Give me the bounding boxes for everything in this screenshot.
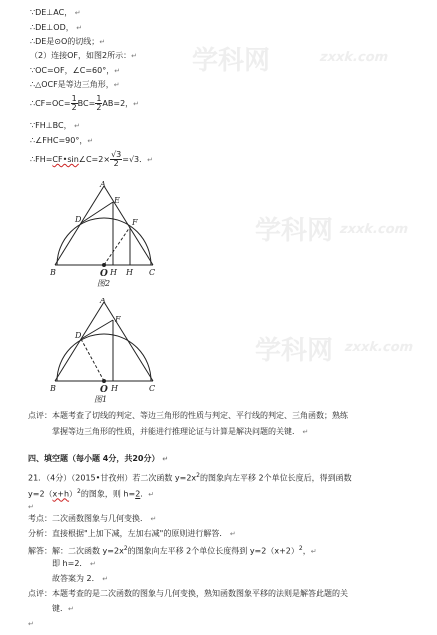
figure-1-caption: 图1: [94, 395, 108, 404]
watermark-subtext: zxxk.com: [317, 50, 391, 65]
question-line: 21．（4分）（2015•甘孜州）若二次函数 $y=2x^2$的图象向左平移 2个单位长度后，得到函数: [28, 472, 352, 483]
answer-blank: 2: [135, 489, 141, 499]
figure-2-label: F: [132, 218, 138, 227]
solution-line: ∴DE⊥OD， ↵: [30, 23, 83, 32]
analysis-fenxi: 分析：直接根据"上加下减，左加右减"的原则进行解答． ↵: [28, 529, 236, 538]
figure-1-label: C: [149, 384, 156, 393]
watermark-text: 学科网: [255, 336, 334, 366]
watermark-text: 学科网: [255, 216, 334, 246]
figure-2: [50, 180, 165, 292]
figure-2-label: B: [50, 268, 56, 277]
figure-1-label: F: [115, 315, 121, 324]
figure-2-label: E: [114, 196, 120, 205]
figure-2-caption: 图2: [97, 279, 111, 288]
fh-equation: ∴FH=CF•sin∠C=2× $\frac{√3}{2}$ =√3．↵: [30, 150, 154, 168]
solution-line: ∴∠FHC=90°，↵: [30, 136, 94, 145]
figure-1-label: O: [100, 385, 108, 395]
analysis-jieda: 解答：解：二次函数 $y=2x^2$的图象向左平移 2个单位长度得到 $y=2(x+2)^2$，↵: [28, 545, 317, 556]
solution-line: ∵DE⊥AC， ↵: [30, 8, 81, 17]
figure-2-label: O: [100, 269, 108, 279]
figure-2-label: D: [75, 215, 82, 224]
watermark-text: 学科网: [192, 46, 271, 76]
comment-line: 掌握等边三角形的性质，并能进行推理论证与计算是解决问题的关键． ↵: [52, 427, 309, 436]
comment-line: 点评：本题考查了切线的判定、等边三角形的性质与判定、平行线的判定、三角函数；熟练: [28, 411, 348, 420]
solution-line: ∵FH⊥BC， ↵: [30, 121, 81, 130]
solution-line: （2）连接OF，如图2所示：↵: [30, 51, 137, 60]
solution-line: ∵OC=OF，∠C=60°，↵: [30, 66, 121, 75]
figure-2-label: C: [149, 268, 156, 277]
analysis-dianping: 点评：本题考查的是二次函数的图象与几何变换，熟知函数图象平移的法则是解答此题的关: [28, 589, 348, 598]
question-line: $y=2(x+h)^2$的图象，则 h=2．↵: [28, 488, 155, 499]
watermark-subtext: zxxk.com: [337, 222, 411, 237]
figure-2-label: H: [126, 268, 133, 277]
figure-1-label: A: [100, 298, 106, 305]
figure-1-label: H: [111, 384, 118, 393]
solution-line: ∴DE是⊙O的切线；↵: [30, 37, 106, 46]
figure-2-label: H: [110, 268, 117, 277]
figure-1-label: B: [50, 384, 56, 393]
blank-line: ↵: [28, 620, 34, 628]
cf-equation: ∴CF=OC= $\frac{1}{2}$ BC= $\frac{1}{2}$ AB=2，↵: [30, 94, 140, 112]
analysis-kaodian: 考点：二次函数图象与几何变换． ↵: [28, 514, 157, 523]
blank-line: ↵: [28, 503, 34, 511]
section-heading: 四、填空题（每小题 4分，共20分） ↵: [28, 454, 169, 463]
analysis-answer-line: 故答案为 2． ↵: [52, 574, 109, 583]
figure-1-label: D: [75, 331, 82, 340]
figure-1: [50, 298, 165, 408]
solution-line: ∴△OCF是等边三角形，↵: [30, 80, 120, 89]
figure-2-label: A: [100, 180, 106, 189]
analysis-dianping: 键．↵: [52, 604, 74, 613]
analysis-h-line: 即 h=2． ↵: [52, 559, 96, 568]
watermark-subtext: zxxk.com: [342, 340, 416, 355]
